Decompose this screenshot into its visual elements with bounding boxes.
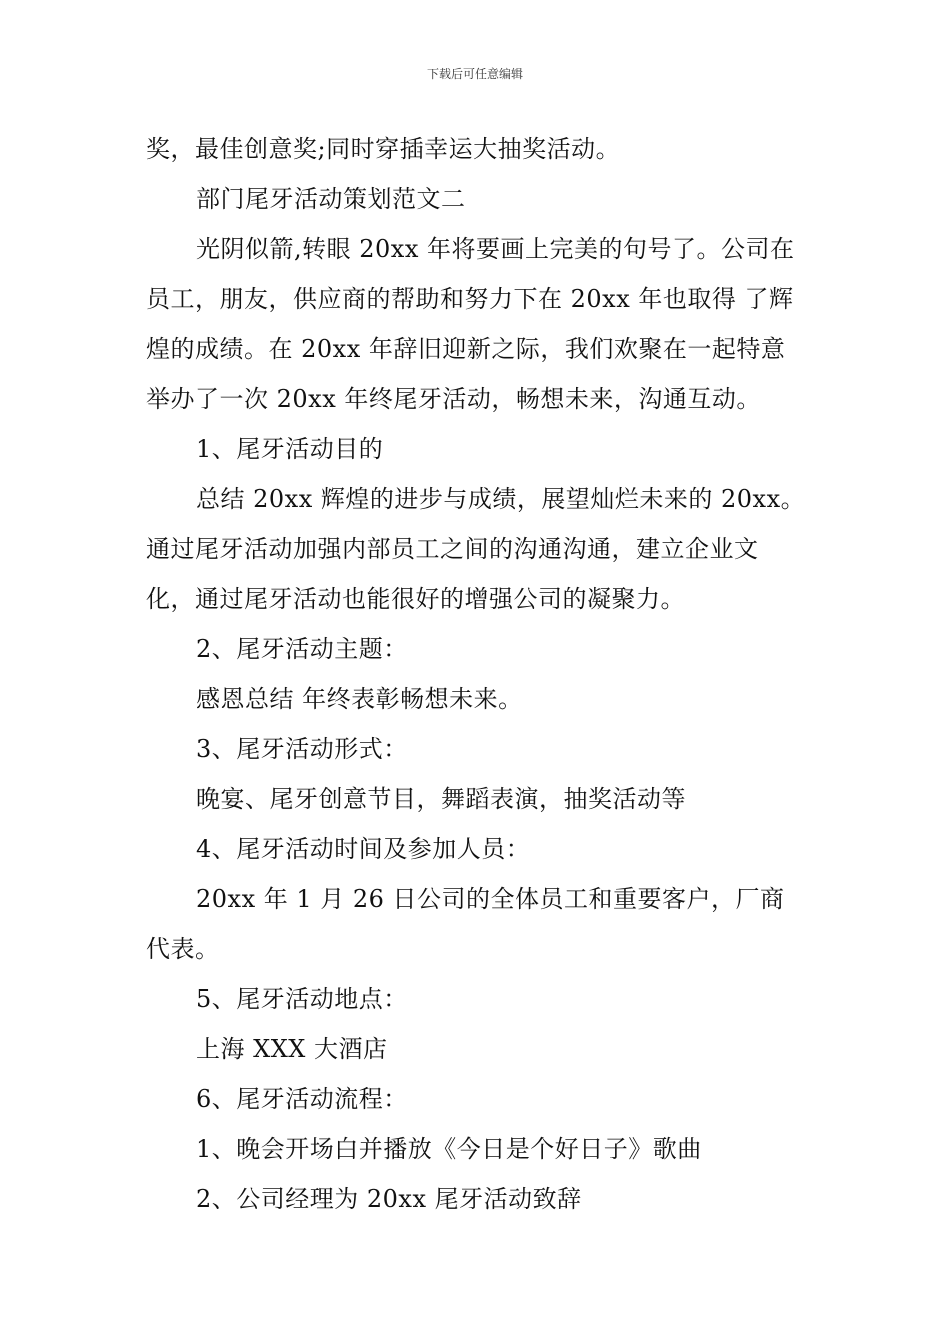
item-heading: 4、尾牙活动时间及参加人员： xyxy=(196,835,531,863)
item-heading: 3、尾牙活动形式： xyxy=(196,735,408,763)
text-line: 通过尾牙活动加强内部员工之间的沟通沟通，建立企业文 xyxy=(146,535,759,563)
item-heading: 2、尾牙活动主题： xyxy=(196,635,408,663)
text-line: 光阴似箭,转眼 20xx 年将要画上完美的句号了。公司在 xyxy=(196,235,795,263)
text-line: 员工，朋友，供应商的帮助和努力下在 20xx 年也取得 了辉 xyxy=(146,285,794,313)
item-heading: 1、尾牙活动目的 xyxy=(196,435,384,463)
text-line: 上海 XXX 大酒店 xyxy=(196,1035,388,1063)
text-line: 晚宴、尾牙创意节目，舞蹈表演，抽奖活动等 xyxy=(196,785,686,813)
document-body xyxy=(146,124,810,1224)
section-title: 部门尾牙活动策划范文二 xyxy=(196,185,466,213)
text-line: 总结 20xx 辉煌的进步与成绩，展望灿烂未来的 20xx。 xyxy=(196,485,806,513)
list-item: 2、公司经理为 20xx 尾牙活动致辞 xyxy=(196,1185,582,1213)
text-line: 感恩总结 年终表彰畅想未来。 xyxy=(196,685,523,713)
page-header: 下载后可任意编辑 xyxy=(426,67,523,81)
text-line: 代表。 xyxy=(146,935,220,963)
text-line: 化，通过尾牙活动也能很好的增强公司的凝聚力。 xyxy=(146,585,685,613)
item-heading: 5、尾牙活动地点： xyxy=(196,985,408,1013)
text-line: 奖，最佳创意奖;同时穿插幸运大抽奖活动。 xyxy=(146,135,621,163)
text-line: 20xx 年 1 月 26 日公司的全体员工和重要客户，厂商 xyxy=(196,885,785,913)
text-line: 煌的成绩。在 20xx 年辞旧迎新之际，我们欢聚在一起特意 xyxy=(146,335,786,363)
item-heading: 6、尾牙活动流程： xyxy=(196,1085,408,1113)
list-item: 1、晚会开场白并播放《今日是个好日子》歌曲 xyxy=(196,1135,702,1163)
text-line: 举办了一次 20xx 年终尾牙活动，畅想未来，沟通互动。 xyxy=(146,385,761,413)
